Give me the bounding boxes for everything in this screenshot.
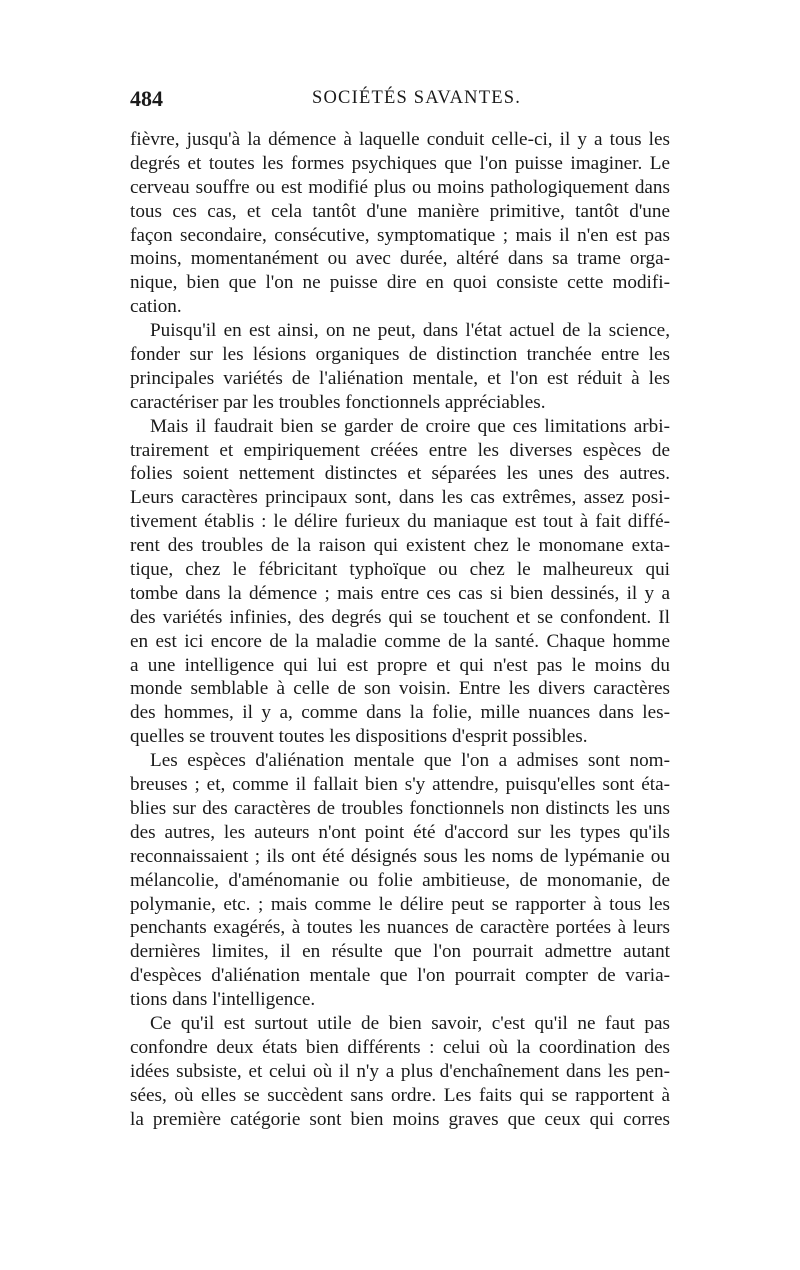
text-line: nique, bien que l'on ne puisse dire en quoi consiste cette modifi- (130, 272, 670, 294)
text-line: cerveau souffre ou est modifié plus ou moins pathologiquement dans (130, 176, 670, 198)
page-number: 484 (130, 86, 163, 111)
body-text (130, 128, 670, 1131)
paragraph-first-line: Les espèces d'aliénation mentale que l'on a admises sont nom- (150, 750, 670, 772)
text-line: reconnaissaient ; ils ont été désignés sous les noms de lypémanie ou (130, 845, 670, 867)
text-line: a une intelligence qui lui est propre et qui n'est pas le moins du (130, 654, 670, 676)
paragraph-first-line: Mais il faudrait bien se garder de croire que ces limitations arbi- (150, 415, 670, 437)
paragraph-last-line: caractériser par les troubles fonctionnels appréciables. (130, 391, 546, 413)
text-line: penchants exagérés, à toutes les nuances de caractère portées à leurs (130, 917, 670, 939)
text-line: degrés et toutes les formes psychiques que l'on puisse imaginer. Le (130, 152, 670, 174)
paragraph-last-line: tions dans l'intelligence. (130, 989, 316, 1011)
text-line: idées subsiste, et celui où il n'y a plus d'enchaînement dans les pen- (130, 1060, 670, 1082)
text-line: d'espèces d'aliénation mentale que l'on pourrait compter de varia- (130, 965, 670, 987)
text-line: principales variétés de l'aliénation mentale, et l'on est réduit à les (130, 367, 670, 389)
text-line: fonder sur les lésions organiques de distinction tranchée entre les (130, 344, 670, 366)
text-line: dernières limites, il en résulte que l'on pourrait admettre autant (130, 941, 670, 963)
text-line: tous ces cas, et cela tantôt d'une manière primitive, tantôt d'une (130, 200, 670, 222)
text-line: rent des troubles de la raison qui existent chez le monomane exta- (130, 535, 670, 557)
text-line: des autres, les auteurs n'ont point été d'accord sur les types qu'ils (130, 821, 670, 843)
text-line: breuses ; et, comme il fallait bien s'y attendre, puisqu'elles sont éta- (130, 774, 670, 796)
paragraph-first-line: Ce qu'il est surtout utile de bien savoir, c'est qu'il ne faut pas (150, 1012, 670, 1034)
text-line: mélancolie, d'aménomanie ou folie ambitieuse, de monomanie, de (130, 869, 670, 891)
text-line: polymanie, etc. ; mais comme le délire peut se rapporter à tous les (130, 893, 670, 915)
text-line: tivement établis : le délire furieux du maniaque est tout à fait diffé- (130, 511, 670, 533)
text-line: des hommes, il y a, comme dans la folie, mille nuances dans les- (130, 702, 670, 724)
text-line: Leurs caractères principaux sont, dans les cas extrêmes, assez posi- (130, 487, 670, 509)
text-line: blies sur des caractères de troubles fonctionnels non distincts les uns (130, 797, 670, 819)
text-line: confondre deux états bien différents : celui où la coordination des (130, 1036, 670, 1058)
text-line: sées, où elles se succèdent sans ordre. Les faits qui se rapportent à (130, 1084, 670, 1106)
text-line: des variétés infinies, des degrés qui se touchent et se confondent. Il (130, 606, 670, 628)
text-line: monde semblable à celle de son voisin. Entre les divers caractères (130, 678, 670, 700)
paragraph-last-line: cation. (130, 296, 182, 318)
page-header (130, 86, 670, 116)
text-line: trairement et empiriquement créées entre les diverses espèces de (130, 439, 670, 461)
paragraph-first-line: Puisqu'il en est ainsi, on ne peut, dans l'état actuel de la science, (150, 320, 670, 342)
text-line: tombe dans la démence ; mais entre ces cas si bien dessinés, il y a (130, 582, 670, 604)
running-title: SOCIÉTÉS SAVANTES. (312, 88, 522, 108)
paragraph-last-line: quelles se trouvent toutes les dispositions d'esprit possibles. (130, 726, 588, 748)
text-line: moins, momentanément ou avec durée, altéré dans sa trame orga- (130, 248, 670, 270)
text-line: la première catégorie sont bien moins graves que ceux qui corres (130, 1108, 670, 1130)
text-line: façon secondaire, consécutive, symptomatique ; mais il n'en est pas (130, 224, 670, 246)
text-line: folies soient nettement distinctes et séparées les unes des autres. (130, 463, 670, 485)
text-line: tique, chez le fébricitant typhoïque ou chez le malheureux qui (130, 559, 670, 581)
text-line: fièvre, jusqu'à la démence à laquelle conduit celle-ci, il y a tous les (130, 129, 670, 150)
text-line: en est ici encore de la maladie comme de la santé. Chaque homme (130, 630, 670, 652)
